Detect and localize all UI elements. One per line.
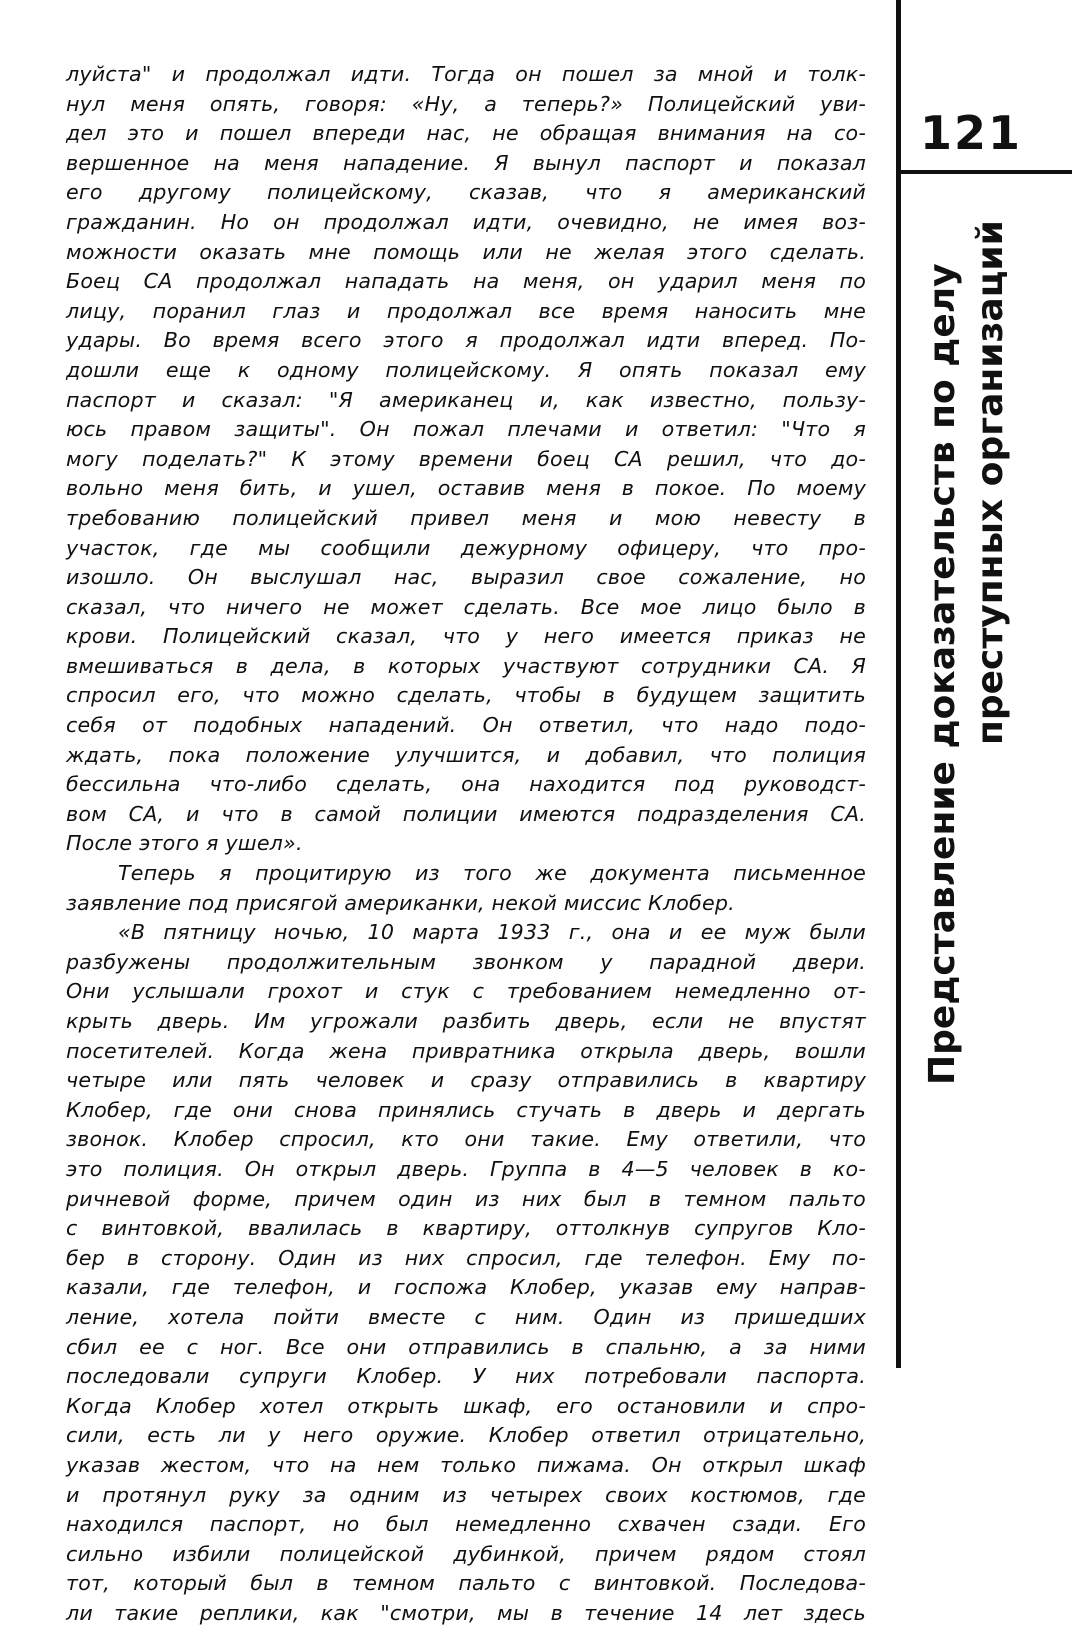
body-text	[66, 60, 866, 1628]
text-line: дошли еще к одному полицейскому. Я опять показал ему	[66, 357, 866, 382]
text-line: разбужены продолжительным звонком у парадной двери.	[66, 949, 866, 974]
text-line: ричневой форме, причем один из них был в темном пальто	[66, 1186, 866, 1211]
text-line: тот, который был в темном пальто с винтовкой. Последова-	[66, 1571, 866, 1596]
text-line: паспорт и сказал: "Я американец и, как известно, пользу-	[66, 387, 866, 412]
text-line: крови. Полицейский сказал, что у него имеется приказ не	[66, 624, 866, 649]
text-line: луйста" и продолжал идти. Тогда он пошел за мной и толк-	[66, 62, 866, 86]
running-head-line-1: Представление доказательств по делу	[922, 263, 963, 1085]
text-line: лицу, поранил глаз и продолжал все время наносить мне	[66, 298, 866, 323]
text-line: можности оказать мне помощь или не желая этого сделать.	[66, 239, 866, 264]
margin-vertical-rule	[896, 0, 901, 1368]
running-head-line-2: преступных организаций	[970, 220, 1011, 745]
text-line: звонок. Клобер спросил, кто они такие. Ему ответили, что	[66, 1127, 866, 1152]
text-line: сильно избили полицейской дубинкой, причем рядом стоял	[66, 1541, 866, 1566]
text-line: вольно меня бить, и ушел, оставив меня в покое. По моему	[66, 476, 866, 501]
text-line: гражданин. Но он продолжал идти, очевидно, не имея воз-	[66, 209, 866, 234]
text-line: это полиция. Он открыл дверь. Группа в 4—5 человек в ко-	[66, 1156, 866, 1181]
text-line: удары. Во время всего этого я продолжал идти вперед. По-	[66, 328, 866, 353]
text-line: вом СА, и что в самой полиции имеются подразделения СА.	[66, 801, 866, 826]
text-line: спросил его, что можно сделать, чтобы в будущем защитить	[66, 683, 866, 708]
text-line: находился паспорт, но был немедленно схвачен сзади. Его	[66, 1512, 866, 1537]
text-line: требованию полицейский привел меня и мою невесту в	[66, 505, 866, 530]
text-line: вершенное на меня нападение. Я вынул паспорт и показал	[66, 150, 866, 175]
text-line: вмешиваться в дела, в которых участвуют сотрудники СА. Я	[66, 653, 866, 678]
text-line: Боец СА продолжал нападать на меня, он ударил меня по	[66, 269, 866, 294]
text-line: нул меня опять, говоря: «Ну, а теперь?» Полицейский уви-	[66, 91, 866, 116]
text-line: казали, где телефон, и госпожа Клобер, указав ему направ-	[66, 1275, 866, 1300]
text-line: сили, есть ли у него оружие. Клобер ответил отрицательно,	[66, 1423, 866, 1448]
text-line: посетителей. Когда жена привратника открыла дверь, вошли	[66, 1038, 866, 1063]
running-head	[923, 220, 1019, 1085]
text-line: бессильна что-либо сделать, она находится под руководст-	[66, 772, 866, 797]
text-line: бер в сторону. Один из них спросил, где телефон. Ему по-	[66, 1245, 866, 1270]
text-line: дел это и пошел впереди нас, не обращая внимания на со-	[66, 121, 866, 146]
text-line: четыре или пять человек и сразу отправились в квартиру	[66, 1068, 866, 1093]
text-line: сбил ее с ног. Все они отправились в спальню, а за ними	[66, 1334, 866, 1359]
text-line: участок, где мы сообщили дежурному офицеру, что про-	[66, 535, 866, 560]
text-line: его другому полицейскому, сказав, что я американский	[66, 180, 866, 205]
text-line: ление, хотела пойти вместе с ним. Один из пришедших	[66, 1304, 866, 1329]
text-line: Они услышали грохот и стук с требованием немедленно от-	[66, 979, 866, 1004]
text-line: указав жестом, что на нем только пижама. Он открыл шкаф	[66, 1452, 866, 1477]
text-line: и протянул руку за одним из четырех своих костюмов, где	[66, 1482, 866, 1507]
text-line: юсь правом защиты". Он пожал плечами и ответил: "Что я	[66, 417, 866, 442]
text-line: Теперь я процитирую из того же документа письменное	[118, 861, 866, 886]
text-line: себя от подобных нападений. Он ответил, что надо подо-	[66, 713, 866, 738]
text-line: заявление под присягой американки, некой миссис Клобер.	[66, 890, 735, 915]
text-line: ли такие реплики, как "смотри, мы в течение 14 лет здесь	[66, 1600, 866, 1625]
text-line: Когда Клобер хотел открыть шкаф, его остановили и спро-	[66, 1393, 866, 1418]
text-line: сказал, что ничего не может сделать. Все мое лицо было в	[66, 594, 866, 619]
text-line: могу поделать?" К этому времени боец СА решил, что до-	[66, 446, 866, 471]
text-line: ждать, пока положение улучшится, и добавил, что полиция	[66, 742, 866, 767]
text-line: крыть дверь. Им угрожали разбить дверь, если не впустят	[66, 1009, 866, 1033]
text-line: изошло. Он выслушал нас, выразил свое сожаление, но	[66, 565, 866, 590]
page-number: 121	[920, 106, 1023, 160]
text-line: последовали супруги Клобер. У них потребовали паспорта.	[66, 1364, 866, 1389]
text-line: После этого я ушел».	[66, 831, 303, 856]
text-line: с винтовкой, ввалилась в квартиру, оттолкнув супругов Кло-	[66, 1216, 866, 1241]
text-line: «В пятницу ночью, 10 марта 1933 г., она и ее муж были	[118, 920, 866, 945]
text-line: Клобер, где они снова принялись стучать в дверь и дергать	[66, 1097, 866, 1122]
page-number-underline	[896, 170, 1072, 174]
